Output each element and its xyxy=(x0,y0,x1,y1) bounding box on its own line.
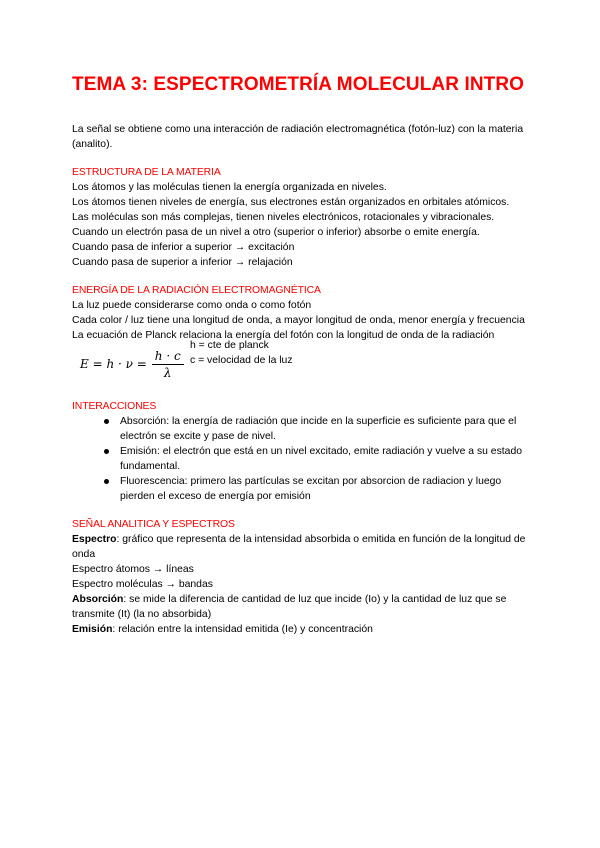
energia-line: Cada color / luz tiene una longitud de onda, a mayor longitud de onda, menor energía y frecuencia xyxy=(72,315,525,326)
estructura-line: Cuando pasa de superior a inferior → relajación xyxy=(72,257,293,268)
section-heading-senal: SEÑAL ANALITICA Y ESPECTROS xyxy=(72,519,235,530)
formula-fraction xyxy=(152,349,184,380)
definition-h: h = cte de planck xyxy=(190,340,269,351)
estructura-line: Los átomos tienen niveles de energía, sus electrones están organizados en orbitales atómicos. xyxy=(72,197,510,208)
emision-text: : relación entre la intensidad emitida (Ie) y concentración xyxy=(112,624,373,635)
emision-definition xyxy=(72,622,532,637)
section-heading-energia: ENERGÍA DE LA RADIACIÓN ELECTROMAGNÉTICA xyxy=(72,285,321,296)
formula-denominator: λ xyxy=(163,366,172,380)
estructura-line: Cuando un electrón pasa de un nivel a otro (superior o inferior) absorbe o emite energía. xyxy=(72,227,480,238)
interacciones-list xyxy=(72,414,532,504)
formula-lhs: E = h · ν = xyxy=(80,357,147,371)
planck-formula xyxy=(80,349,184,380)
list-item: Absorción: la energía de radiación que incide en la superficie es suficiente para que el electrón se excite y pase de nivel. xyxy=(120,414,532,444)
emision-term: Emisión xyxy=(72,624,113,635)
espectro-term: Espectro xyxy=(72,534,117,545)
planck-equation-block xyxy=(72,340,532,387)
document-body xyxy=(72,122,532,637)
formula-definitions xyxy=(190,338,293,368)
list-item: Emisión: el electrón que está en un nivel excitado, emite radiación y vuelve a su estado fundamental. xyxy=(120,444,532,474)
definition-c: c = velocidad de la luz xyxy=(190,355,293,366)
intro-paragraph: La señal se obtiene como una interacción de radiación electromagnética (fotón-luz) con la materia (analito). xyxy=(72,124,524,150)
absorcion-term: Absorción xyxy=(72,594,124,605)
espectro-definition xyxy=(72,532,532,562)
estructura-line: Las moléculas son más complejas, tienen niveles electrónicos, rotacionales y vibracionales. xyxy=(72,212,495,223)
estructura-line: Los átomos y las moléculas tienen la energía organizada en niveles. xyxy=(72,182,387,193)
page-title: TEMA 3: ESPECTROMETRÍA MOLECULAR INTRO xyxy=(72,74,525,95)
espectro-atomos: Espectro átomos → líneas xyxy=(72,564,194,575)
estructura-line: Cuando pasa de inferior a superior → excitación xyxy=(72,242,295,253)
espectro-text: : gráfico que representa de la intensidad absorbida o emitida en función de la longitud de onda xyxy=(72,534,526,560)
absorcion-definition xyxy=(72,592,532,622)
energia-line: La ecuación de Planck relaciona la energía del fotón con la longitud de onda de la radiación xyxy=(72,330,495,341)
section-heading-interacciones: INTERACCIONES xyxy=(72,401,157,412)
formula-numerator: h · c xyxy=(152,349,184,365)
list-item: Fluorescencia: primero las partículas se excitan por absorcion de radiacion y luego pierden el exceso de energía por emisión xyxy=(120,474,532,504)
section-heading-estructura: ESTRUCTURA DE LA MATERIA xyxy=(72,167,221,178)
absorcion-text: : se mide la diferencia de cantidad de luz que incide (Io) y la cantidad de luz que se transmite (It) (la no absorbida) xyxy=(72,594,507,620)
energia-line: La luz puede considerarse como onda o como fotón xyxy=(72,300,312,311)
espectro-moleculas: Espectro moléculas → bandas xyxy=(72,579,213,590)
